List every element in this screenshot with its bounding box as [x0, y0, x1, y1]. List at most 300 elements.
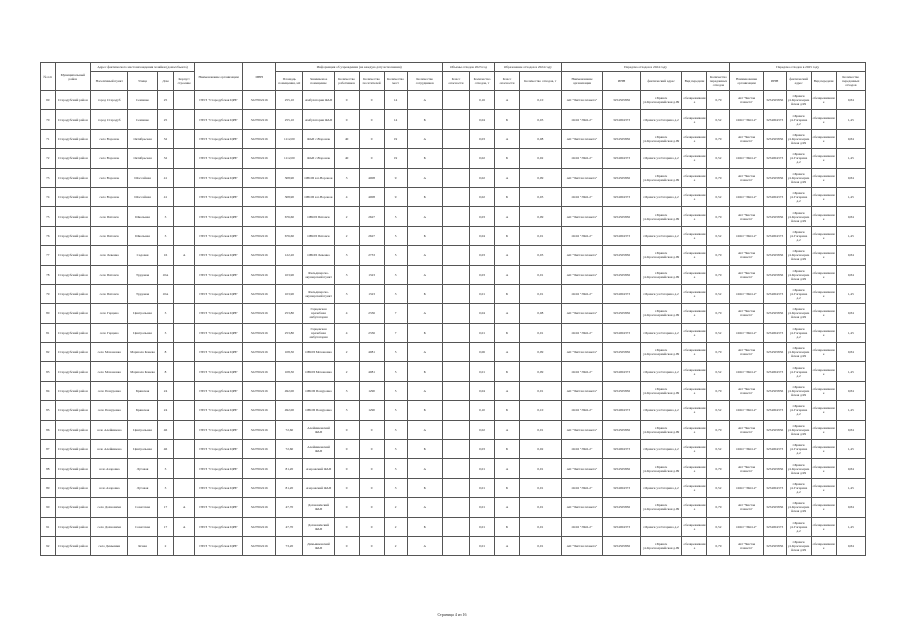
cell-visitors: 0: [359, 478, 384, 497]
cell-staff: Б: [407, 323, 442, 342]
cell-district: Стародубский район: [55, 246, 90, 265]
cell-places: 7: [384, 304, 407, 323]
cell-cls2: А: [495, 246, 520, 265]
cell-staff: Б: [407, 110, 442, 129]
cell-rinn2: 3254004373: [763, 362, 786, 381]
cell-street: Центральная: [128, 420, 157, 439]
cell-kind: обезвреживание: [682, 149, 707, 168]
cell-district: Стародубский район: [55, 517, 90, 536]
cell-workers: 3: [334, 265, 359, 284]
cell-visitors: 0: [359, 110, 384, 129]
cell-org: ГБУЗ "Стародубская ЦРБ": [195, 498, 243, 517]
cell-corp: [174, 401, 195, 420]
cell-street: Ясная: [128, 536, 157, 555]
cell-recv: АО "Чистая планета": [561, 420, 603, 439]
page-footer: Страница 4 из 16: [437, 612, 467, 617]
cell-q1: 0,01: [470, 498, 495, 517]
cell-recv: ООО "ЭКО-2": [561, 440, 603, 459]
cell-street: Маршала Конева: [128, 362, 157, 381]
waste-register-table: [40, 62, 866, 556]
cell-rinn2: 3254505836: [763, 304, 786, 323]
cell-place: село Понуровка: [90, 401, 127, 420]
cell-places: 9: [384, 187, 407, 206]
cell-q2: 0,01: [520, 323, 562, 342]
cell-q2: 0,01: [520, 517, 562, 536]
cell-recv: АО "Чистая планета": [561, 265, 603, 284]
cell-amt2: 0,84: [836, 91, 865, 110]
col-visitors: Количество посетителей: [359, 72, 384, 91]
cell-cls2: А: [495, 129, 520, 148]
cell-kind: обезвреживание: [682, 323, 707, 342]
cell-workers: 0: [334, 440, 359, 459]
cell-q1: 0,03: [470, 265, 495, 284]
cell-area: 492,00: [276, 401, 303, 420]
cell-recv: ООО "ЭКО-2": [561, 362, 603, 381]
cell-raddr: г.Брянск ул.Красноармейская д.99: [640, 459, 682, 478]
cell-cls2: А: [495, 168, 520, 187]
cell-area: 122,20: [276, 246, 303, 265]
cell-kind: обезвреживание: [682, 362, 707, 381]
cell-staff: А: [407, 207, 442, 226]
cell-q1: 0,02: [470, 149, 495, 168]
cell-visitors: 1323: [359, 265, 384, 284]
cell-recv: ООО "ЭКО-2": [561, 517, 603, 536]
cell-house: 8: [157, 343, 174, 362]
col-places: Количество мест: [384, 72, 407, 91]
cell-q1: 0,16: [470, 91, 495, 110]
cell-inn: 3227002216: [243, 440, 276, 459]
cell-recv: АО "Чистая планета": [561, 91, 603, 110]
cell-street: Луговая: [128, 459, 157, 478]
cell-amt: 0,79: [707, 381, 730, 400]
cell-rinn2: 3254004373: [763, 149, 786, 168]
cell-recv: ООО "ЭКО-2": [561, 187, 603, 206]
cell-raddr: г.Брянск ул.Красноармейская д.99: [640, 498, 682, 517]
cell-room: ОВОП в п.Воронок: [303, 168, 334, 187]
cell-district: Стародубский район: [55, 343, 90, 362]
cell-area: 47,70: [276, 498, 303, 517]
cell-cls: [442, 304, 469, 323]
cell-amt: 0,79: [707, 168, 730, 187]
cell-kind2: обезвреживание: [811, 187, 836, 206]
cell-cls: [442, 246, 469, 265]
cell-kind2: обезвреживание: [811, 207, 836, 226]
table-row: [41, 362, 866, 381]
cell-workers: 2: [334, 362, 359, 381]
cell-house: 25: [157, 91, 174, 110]
cell-room: ОВОП Понуровка: [303, 401, 334, 420]
cell-district: Стародубский район: [55, 187, 90, 206]
cell-q2: 0,01: [520, 478, 562, 497]
cell-amt: 0,52: [707, 362, 730, 381]
cell-kind2: обезвреживание: [811, 91, 836, 110]
col-recv2-org: Наименование организации: [730, 72, 763, 91]
cell-rinn2: 3254004373: [763, 401, 786, 420]
cell-kind: обезвреживание: [682, 478, 707, 497]
header-transfer-2025-group: Передача отходов в 2025 году: [730, 63, 866, 72]
cell-house: 3: [157, 304, 174, 323]
cell-inn: 3227002216: [243, 129, 276, 148]
cell-cls2: Б: [495, 284, 520, 303]
cell-cls: [442, 168, 469, 187]
cell-n: 75: [41, 207, 56, 226]
cell-room: ОВОП Левенка: [303, 246, 334, 265]
cell-amt2: 1,45: [836, 284, 865, 303]
cell-amt2: 1,45: [836, 478, 865, 497]
cell-place: село Демьянки: [90, 536, 127, 555]
cell-recv: АО "Чистая планета": [561, 459, 603, 478]
cell-raddr: г.Брянск ул.Красноармейская д.99: [640, 168, 682, 187]
cell-amt: 0,52: [707, 284, 730, 303]
col-place: Населённый пункт: [90, 72, 127, 91]
cell-org: ГБУЗ "Стародубская ЦРБ": [195, 187, 243, 206]
cell-staff: Б: [407, 362, 442, 381]
cell-inn: 3227002216: [243, 187, 276, 206]
cell-inn: 3227002216: [243, 343, 276, 362]
table-row: [41, 187, 866, 206]
cell-recv2: ООО "ЭКО-2": [730, 226, 763, 245]
cell-rinn2: 3254004373: [763, 323, 786, 342]
cell-cls: [442, 323, 469, 342]
cell-recv2: АО "Чистая планета": [730, 420, 763, 439]
cell-visitors: 4081: [359, 343, 384, 362]
cell-raddr: г.Брянск ул.Красноармейская д.99: [640, 91, 682, 110]
cell-room: ОВОП Понуровка: [303, 381, 334, 400]
cell-place: город Стародуб: [90, 91, 127, 110]
col-street: Улица: [128, 72, 157, 91]
cell-place: село Гарцево: [90, 323, 127, 342]
col-room: Занимаемое помещение: [303, 72, 334, 91]
cell-place: село Дохновичи: [90, 517, 127, 536]
cell-area: 81,20: [276, 478, 303, 497]
cell-room: Дохновичский ФАП: [303, 517, 334, 536]
cell-cls: [442, 440, 469, 459]
cell-recv2: АО "Чистая планета": [730, 129, 763, 148]
cell-corp: [174, 168, 195, 187]
cell-kind2: обезвреживание: [811, 149, 836, 168]
cell-cls: [442, 343, 469, 362]
cell-raddr2: г.Брянск ул.Красноармейская д.99: [786, 129, 811, 148]
cell-place: село Мохоновка: [90, 343, 127, 362]
cell-recv2: АО "Чистая планета": [730, 304, 763, 323]
cell-street: Луговая: [128, 478, 157, 497]
cell-recv2: ООО "ЭКО-2": [730, 187, 763, 206]
cell-kind2: обезвреживание: [811, 129, 836, 148]
col-recv-org: Наименование организации: [561, 72, 603, 91]
cell-cls: [442, 207, 469, 226]
header-transfer-2024-group: Передача отходов в 2024 году: [561, 63, 730, 72]
cell-street: Октябрьская: [128, 149, 157, 168]
cell-kind2: обезвреживание: [811, 362, 836, 381]
cell-amt2: 1,45: [836, 187, 865, 206]
cell-amt2: 1,45: [836, 323, 865, 342]
cell-kind2: обезвреживание: [811, 343, 836, 362]
cell-kind: обезвреживание: [682, 304, 707, 323]
cell-district: Стародубский район: [55, 265, 90, 284]
cell-corp: [174, 91, 195, 110]
cell-house: 2: [157, 536, 174, 555]
cell-area: 253,80: [276, 304, 303, 323]
cell-recv2: ООО "ЭКО-2": [730, 284, 763, 303]
col-inn: ИНН: [243, 63, 276, 91]
cell-amt2: 0,84: [836, 168, 865, 187]
cell-recv: АО "Чистая планета": [561, 381, 603, 400]
cell-places: 3: [384, 265, 407, 284]
cell-recv: АО "Чистая планета": [561, 129, 603, 148]
cell-inn: 3227002216: [243, 91, 276, 110]
cell-q1: 0,03: [470, 129, 495, 148]
cell-corp: [174, 440, 195, 459]
cell-n: 70: [41, 110, 56, 129]
cell-corp: [174, 323, 195, 342]
cell-q2: 0,09: [520, 207, 562, 226]
cell-cls: [442, 149, 469, 168]
cell-corp: А: [174, 246, 195, 265]
cell-rinn: 3254505836: [603, 459, 640, 478]
cell-raddr2: г.Брянск ул.Красноармейская д.99: [786, 265, 811, 284]
cell-cls: [442, 401, 469, 420]
cell-org: ГБУЗ "Стародубская ЦРБ": [195, 478, 243, 497]
cell-org: ГБУЗ "Стародубская ЦРБ": [195, 91, 243, 110]
cell-room: Амбулатория ФАП: [303, 91, 334, 110]
cell-q1: 0,06: [470, 343, 495, 362]
cell-staff: А: [407, 459, 442, 478]
cell-house: 24: [157, 381, 174, 400]
cell-q2: 0,01: [520, 381, 562, 400]
cell-rinn: 3254004373: [603, 440, 640, 459]
table-row: [41, 420, 866, 439]
cell-rinn2: 3254004373: [763, 478, 786, 497]
cell-corp: [174, 226, 195, 245]
cell-recv2: АО "Чистая планета": [730, 207, 763, 226]
cell-raddr: г.Брянск ул.Гагарина д.2: [640, 110, 682, 129]
cell-visitors: 4008: [359, 168, 384, 187]
cell-recv: АО "Чистая планета": [561, 246, 603, 265]
cell-kind2: обезвреживание: [811, 284, 836, 303]
cell-cls2: Б: [495, 226, 520, 245]
cell-inn: 3227002216: [243, 304, 276, 323]
cell-raddr: г.Брянск ул.Красноармейская д.99: [640, 381, 682, 400]
cell-staff: Б: [407, 478, 442, 497]
header-column-row: [41, 72, 866, 91]
cell-q1: 0,01: [470, 517, 495, 536]
cell-house: 10А: [157, 265, 174, 284]
cell-rinn: 3254004373: [603, 110, 640, 129]
cell-district: Стародубский район: [55, 91, 90, 110]
cell-raddr2: г.Брянск ул.Гагарина д.2: [786, 226, 811, 245]
cell-place: село Воронок: [90, 129, 127, 148]
cell-workers: 4: [334, 304, 359, 323]
cell-raddr: г.Брянск ул.Гагарина д.2: [640, 401, 682, 420]
cell-q1: 0,01: [470, 362, 495, 381]
cell-n: 80: [41, 304, 56, 323]
cell-raddr2: г.Брянск ул.Гагарина д.2: [786, 187, 811, 206]
cell-q2: 0,10: [520, 401, 562, 420]
cell-n: 90: [41, 498, 56, 517]
cell-house: 46: [157, 420, 174, 439]
cell-n: 84: [41, 381, 56, 400]
cell-workers: 0: [334, 536, 359, 555]
cell-house: 8: [157, 362, 174, 381]
cell-q2: 0,03: [520, 246, 562, 265]
cell-corp: [174, 459, 195, 478]
cell-rinn2: 3254505836: [763, 420, 786, 439]
header-address-group: Адрес фактического местонахождения хозяйки (дома/объекта): [90, 63, 194, 72]
cell-rinn2: 3254004373: [763, 187, 786, 206]
cell-visitors: 0: [359, 440, 384, 459]
cell-kind2: обезвреживание: [811, 323, 836, 342]
cell-recv: АО "Чистая планета": [561, 498, 603, 517]
cell-place: село Мохоновка: [90, 362, 127, 381]
cell-amt2: 0,84: [836, 207, 865, 226]
cell-org: ГБУЗ "Стародубская ЦРБ": [195, 401, 243, 420]
cell-visitors: 0: [359, 459, 384, 478]
cell-house: 41: [157, 168, 174, 187]
cell-amt: 0,79: [707, 246, 730, 265]
cell-street: Брянская: [128, 381, 157, 400]
cell-district: Стародубский район: [55, 536, 90, 555]
cell-raddr: г.Брянск ул.Красноармейская д.99: [640, 246, 682, 265]
cell-cls: [442, 226, 469, 245]
cell-street: Советская: [128, 498, 157, 517]
cell-house: 25: [157, 110, 174, 129]
cell-kind: обезвреживание: [682, 459, 707, 478]
cell-org: ГБУЗ "Стародубская ЦРБ": [195, 536, 243, 555]
cell-visitors: 4008: [359, 187, 384, 206]
cell-staff: Б: [407, 187, 442, 206]
cell-workers: 0: [334, 498, 359, 517]
cell-district: Стародубский район: [55, 110, 90, 129]
cell-raddr2: г.Брянск ул.Гагарина д.2: [786, 284, 811, 303]
cell-district: Стародубский район: [55, 226, 90, 245]
cell-cls2: А: [495, 536, 520, 555]
cell-recv: АО "Чистая планета": [561, 304, 603, 323]
cell-inn: 3227002216: [243, 420, 276, 439]
cell-rinn2: 3254004373: [763, 226, 786, 245]
cell-q1: 0,01: [470, 478, 495, 497]
cell-district: Стародубский район: [55, 168, 90, 187]
cell-recv: ООО "ЭКО-2": [561, 323, 603, 342]
cell-raddr2: г.Брянск ул.Гагарина д.2: [786, 401, 811, 420]
cell-corp: [174, 304, 195, 323]
table-row: [41, 226, 866, 245]
cell-area: 72,60: [276, 420, 303, 439]
col-recv2-kind: Вид передачи: [811, 72, 836, 91]
cell-rinn: 3254004373: [603, 517, 640, 536]
cell-room: ОВОП Пятовск: [303, 226, 334, 245]
cell-staff: А: [407, 381, 442, 400]
cell-amt: 0,79: [707, 536, 730, 555]
cell-district: Стародубский район: [55, 420, 90, 439]
cell-raddr2: г.Брянск ул.Красноармейская д.99: [786, 536, 811, 555]
cell-cls2: А: [495, 381, 520, 400]
cell-org: ГБУЗ "Стародубская ЦРБ": [195, 440, 243, 459]
cell-org: ГБУЗ "Стародубская ЦРБ": [195, 420, 243, 439]
cell-places: 5: [384, 362, 407, 381]
cell-amt2: 0,84: [836, 265, 865, 284]
cell-org: ГБУЗ "Стародубская ЦРБ": [195, 110, 243, 129]
cell-amt2: 0,84: [836, 420, 865, 439]
cell-recv: ООО "ЭКО-2": [561, 149, 603, 168]
cell-recv: ООО "ЭКО-2": [561, 110, 603, 129]
cell-cls2: Б: [495, 478, 520, 497]
cell-workers: 3: [334, 246, 359, 265]
cell-cls: [442, 129, 469, 148]
cell-rinn: 3254004373: [603, 478, 640, 497]
cell-kind: обезвреживание: [682, 498, 707, 517]
cell-kind2: обезвреживание: [811, 536, 836, 555]
table-row: [41, 265, 866, 284]
cell-amt: 0,79: [707, 459, 730, 478]
cell-n: 89: [41, 478, 56, 497]
cell-workers: 0: [334, 91, 359, 110]
cell-room: Гарцевская врачебная амбулатория: [303, 304, 334, 323]
cell-recv2: АО "Чистая планета": [730, 91, 763, 110]
cell-raddr2: г.Брянск ул.Красноармейская д.99: [786, 246, 811, 265]
cell-cls2: А: [495, 265, 520, 284]
cell-cls2: А: [495, 498, 520, 517]
cell-places: 3: [384, 440, 407, 459]
cell-street: Школьная: [128, 207, 157, 226]
cell-workers: 3: [334, 381, 359, 400]
cell-recv2: ООО "ЭКО-2": [730, 478, 763, 497]
cell-amt: 0,79: [707, 91, 730, 110]
cell-visitors: 0: [359, 149, 384, 168]
col-recv-inn: ИНН: [603, 72, 640, 91]
cell-q2: 0,01: [520, 536, 562, 555]
cell-recv2: АО "Чистая планета": [730, 343, 763, 362]
cell-corp: [174, 265, 195, 284]
cell-raddr: г.Брянск ул.Гагарина д.2: [640, 323, 682, 342]
cell-places: 2: [384, 536, 407, 555]
cell-district: Стародубский район: [55, 381, 90, 400]
cell-rinn2: 3254505836: [763, 381, 786, 400]
table-row: [41, 459, 866, 478]
cell-raddr: г.Брянск ул.Гагарина д.2: [640, 517, 682, 536]
cell-raddr2: г.Брянск ул.Гагарина д.2: [786, 440, 811, 459]
cell-visitors: 2336: [359, 304, 384, 323]
cell-org: ГБУЗ "Стародубская ЦРБ": [195, 246, 243, 265]
cell-street: Центральная: [128, 304, 157, 323]
table-row: [41, 381, 866, 400]
cell-room: ФАП с.Воронок: [303, 149, 334, 168]
cell-street: Семашко: [128, 110, 157, 129]
cell-n: 73: [41, 168, 56, 187]
cell-kind2: обезвреживание: [811, 401, 836, 420]
cell-staff: Б: [407, 149, 442, 168]
cell-n: 71: [41, 129, 56, 148]
cell-amt: 0,79: [707, 343, 730, 362]
cell-amt2: 1,45: [836, 362, 865, 381]
cell-house: 46: [157, 440, 174, 459]
cell-amt2: 1,45: [836, 401, 865, 420]
cell-rinn: 3254004373: [603, 226, 640, 245]
cell-street: Октябрьская: [128, 129, 157, 148]
cell-raddr: г.Брянск ул.Гагарина д.2: [640, 226, 682, 245]
cell-rinn: 3254505836: [603, 381, 640, 400]
cell-corp: [174, 420, 195, 439]
cell-kind: обезвреживание: [682, 187, 707, 206]
cell-rinn: 3254505836: [603, 91, 640, 110]
cell-rinn: 3254505836: [603, 129, 640, 148]
cell-cls2: Б: [495, 149, 520, 168]
cell-kind: обезвреживание: [682, 284, 707, 303]
cell-house: 32: [157, 149, 174, 168]
cell-place: село Понуровка: [90, 381, 127, 400]
cell-house: 41: [157, 187, 174, 206]
cell-street: Шоссейная: [128, 168, 157, 187]
cell-amt: 0,79: [707, 498, 730, 517]
